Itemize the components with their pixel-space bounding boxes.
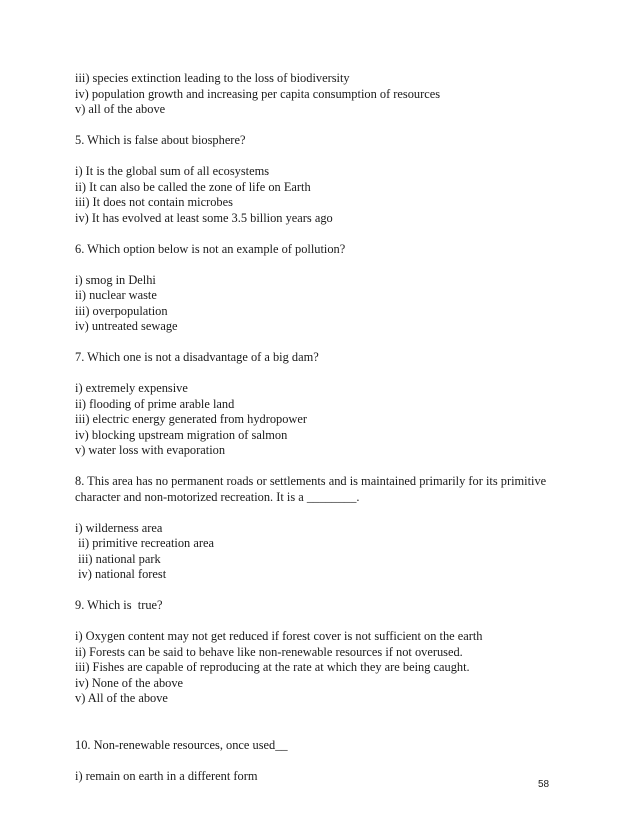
option-line: iv) population growth and increasing per capita consumption of resources [75,86,441,101]
option-line: iv) untreated sewage [75,319,178,333]
question-text: 7. Which one is not a disadvantage of a big dam? [75,350,319,364]
option-line: iv) blocking upstream migration of salmon [75,427,288,442]
option-line: ii) Forests can be said to behave like non-renewable resources if not overused. [75,644,463,659]
question-text: 5. Which is false about biosphere? [75,133,246,147]
question-text: character and non-motorized recreation. It is a ________. [75,489,360,504]
option-line: iii) Fishes are capable of reproducing at the rate at which they are being caught. [75,660,470,674]
question-8 [75,474,575,583]
question-text: 8. This area has no permanent roads or settlements and is maintained primarily for its primitive [75,474,547,488]
option-line: iii) national park [75,551,161,566]
option-line: i) wilderness area [75,520,163,535]
option-line: i) remain on earth in a different form [75,768,258,783]
question-5 [75,133,575,226]
option-line: v) all of the above [75,102,166,116]
question-7 [75,350,575,459]
question-9 [75,598,575,707]
intro-options [75,71,575,118]
option-line: v) All of the above [75,691,168,705]
option-line: iii) overpopulation [75,303,168,318]
option-line: v) water loss with evaporation [75,443,226,457]
option-line: iii) species extinction leading to the loss of biodiversity [75,71,350,85]
page-number: 58 [538,779,550,790]
question-text: 10. Non-renewable resources, once used__ [75,737,288,752]
document-body [75,71,575,784]
question-text: 6. Which option below is not an example of pollution? [75,241,346,256]
option-line: i) It is the global sum of all ecosystems [75,164,270,178]
option-line: iii) It does not contain microbes [75,195,233,209]
option-line: iv) It has evolved at least some 3.5 billion years ago [75,210,333,225]
option-line: iv) None of the above [75,675,184,690]
question-6 [75,242,575,335]
option-line: iv) national forest [75,567,167,581]
option-line: i) Oxygen content may not get reduced if forest cover is not sufficient on the earth [75,629,483,643]
option-line: ii) flooding of prime arable land [75,396,235,411]
question-10 [75,738,575,785]
option-line: i) smog in Delhi [75,272,156,287]
option-line: i) extremely expensive [75,381,188,395]
option-line: iii) electric energy generated from hydropower [75,412,307,426]
option-line: ii) primitive recreation area [75,536,214,550]
question-text: 9. Which is true? [75,598,163,612]
option-line: ii) nuclear waste [75,288,157,302]
option-line: ii) It can also be called the zone of life on Earth [75,179,311,194]
